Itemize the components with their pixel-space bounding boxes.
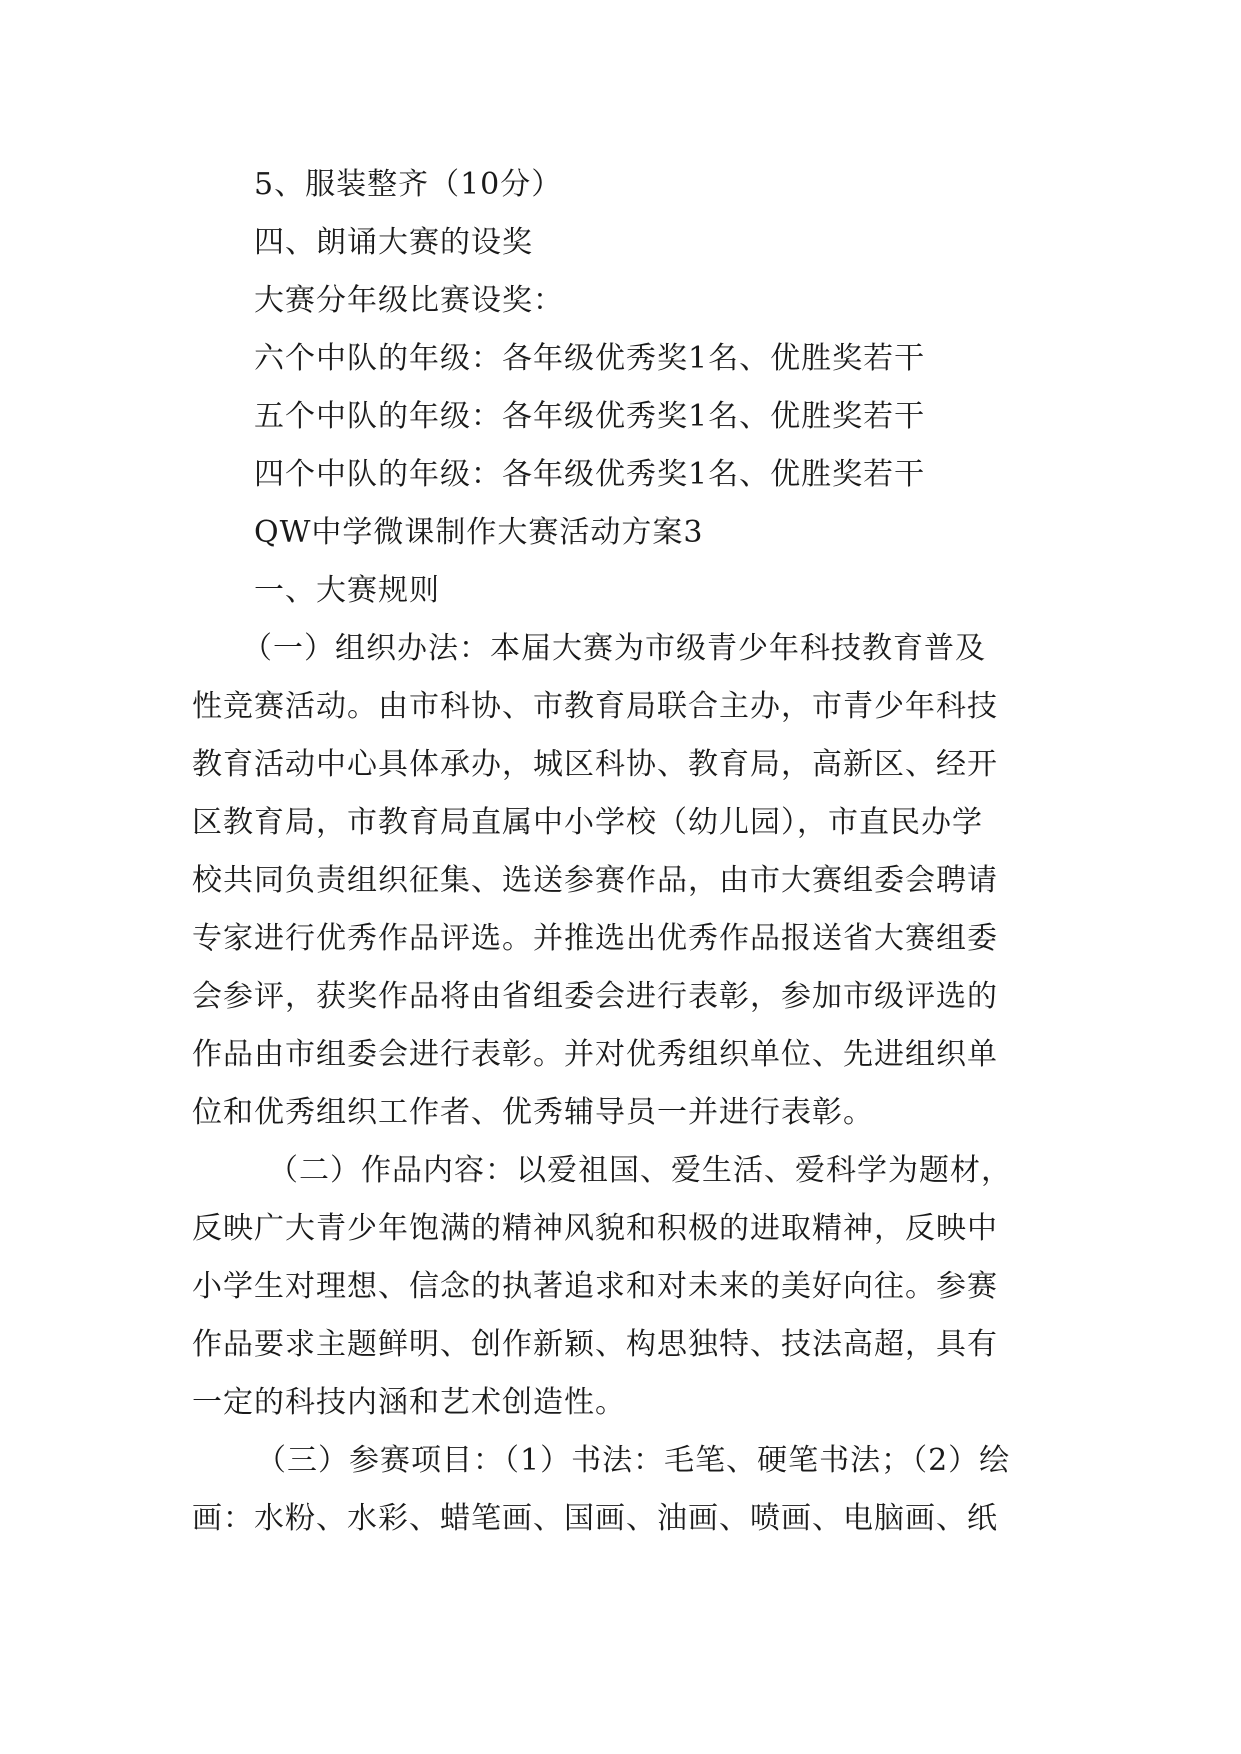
paragraph-line: 作品由市组委会进行表彰。并对优秀组织单位、先进组织单 xyxy=(192,1037,998,1072)
paragraph-line: 会参评，获奖作品将由省组委会进行表彰，参加市级评选的 xyxy=(192,979,998,1014)
paragraph-line: 教育活动中心具体承办，城区科协、教育局，高新区、经开 xyxy=(192,747,998,782)
paragraph-line: 区教育局，市教育局直属中小学校（幼儿园），市直民办学 xyxy=(192,805,983,840)
paragraph-line: 位和优秀组织工作者、优秀辅导员一并进行表彰。 xyxy=(192,1095,874,1130)
section-heading: 一、大赛规则 xyxy=(254,573,440,608)
section-heading: 四、朗诵大赛的设奖 xyxy=(254,225,533,260)
paragraph-line: 反映广大青少年饱满的精神风貌和积极的进取精神，反映中 xyxy=(192,1211,998,1246)
paragraph-line: 5、服装整齐（10分） xyxy=(254,167,563,202)
paragraph-line: 性竞赛活动。由市科协、市教育局联合主办，市青少年科技 xyxy=(192,689,998,724)
document-title: QW中学微课制作大赛活动方案3 xyxy=(254,515,704,550)
paragraph-line: 校共同负责组织征集、选送参赛作品，由市大赛组委会聘请 xyxy=(192,863,998,898)
document-body xyxy=(192,156,1052,1548)
paragraph-line: （三）参赛项目：（1）书法：毛笔、硬笔书法；（2）绘 xyxy=(256,1443,1011,1478)
paragraph-line: 小学生对理想、信念的执著追求和对未来的美好向往。参赛 xyxy=(192,1269,998,1304)
paragraph-line: 作品要求主题鲜明、创作新颖、构思独特、技法高超，具有 xyxy=(192,1327,998,1362)
paragraph-line: 四个中队的年级：各年级优秀奖1名、优胜奖若干 xyxy=(254,457,926,492)
paragraph-line: 一定的科技内涵和艺术创造性。 xyxy=(192,1385,626,1420)
paragraph-line: （一）组织办法：本届大赛为市级青少年科技教育普及 xyxy=(242,631,986,666)
paragraph-line: 专家进行优秀作品评选。并推选出优秀作品报送省大赛组委 xyxy=(192,921,998,956)
paragraph-line: 五个中队的年级：各年级优秀奖1名、优胜奖若干 xyxy=(254,399,926,434)
paragraph-line: （二）作品内容：以爱祖国、爱生活、爱科学为题材， xyxy=(268,1153,1012,1188)
paragraph-line: 六个中队的年级：各年级优秀奖1名、优胜奖若干 xyxy=(254,341,926,376)
paragraph-line: 画：水粉、水彩、蜡笔画、国画、油画、喷画、电脑画、纸 xyxy=(192,1501,998,1536)
paragraph-line: 大赛分年级比赛设奖： xyxy=(254,283,564,318)
